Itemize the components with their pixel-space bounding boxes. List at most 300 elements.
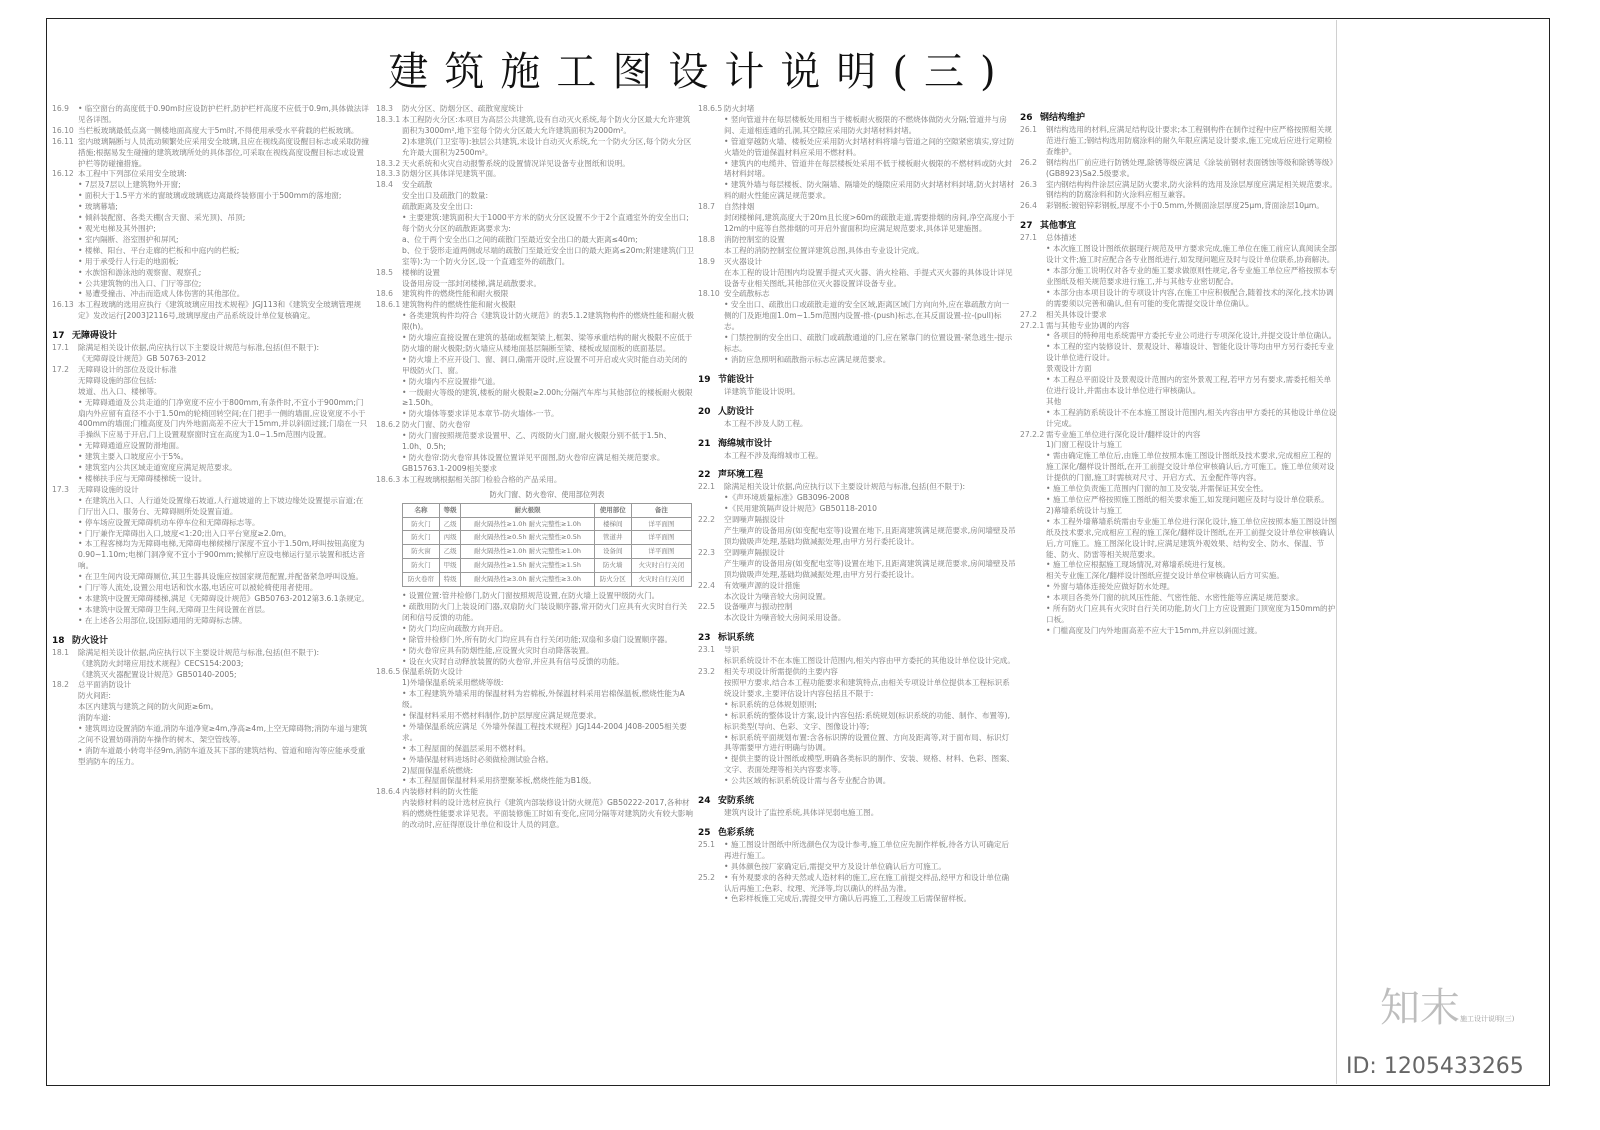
spec-clause	[52, 583, 370, 594]
spec-clause	[1020, 266, 1338, 288]
clause-text: • 所有防火门应具有火灾时自行关闭功能,防火门上方应设置距门顶宽度为150mm的护口板。	[1046, 604, 1336, 624]
clause-text: 2)本建筑(门卫室等):独层公共建筑,未设计自动灭火系统,允一个防火分区,每个防火分区允许最大面积为2500m²。	[402, 136, 692, 157]
spec-clause	[698, 526, 1016, 548]
clause-number	[376, 333, 402, 355]
spec-clause	[376, 268, 694, 279]
clause-text: • 施工单位应根据施工现场情况,对幕墙系统进行复核。	[1046, 560, 1230, 570]
table-header-row	[403, 503, 692, 517]
clause-number: 18.1	[52, 647, 69, 657]
clause-number	[52, 746, 78, 768]
table-cell: 防火门	[403, 517, 440, 531]
clause-text: 《建筑防火封堵应用技术规程》CECS154:2003;	[78, 658, 244, 668]
clause-text: 2)屋面保温系统燃烧:	[402, 765, 474, 775]
clause-text: • 门厅等人流处,设置公用电话和饮水器,电话应可以被轮椅使用者使用。	[78, 583, 318, 593]
clause-text: 节能设计	[718, 374, 755, 385]
spec-clause	[698, 559, 1016, 581]
clause-text: 建筑物构件的燃烧性能和耐火极限	[402, 300, 516, 310]
spec-clause	[1020, 408, 1338, 430]
table-cell: 防火窗	[403, 545, 440, 559]
clause-number: 22.1	[698, 482, 715, 492]
clause-number	[698, 678, 724, 700]
clause-number	[698, 333, 724, 355]
section-heading	[698, 632, 1016, 644]
spec-clause	[698, 419, 1016, 430]
clause-number	[698, 268, 724, 290]
clause-number	[376, 311, 402, 333]
spec-clause	[698, 333, 1016, 355]
spec-clause	[52, 724, 370, 746]
clause-number	[52, 616, 78, 627]
clause-number: 16.10	[52, 125, 74, 135]
clause-number	[376, 776, 402, 787]
clause-text: 设备用房设一部封闭楼梯,满足疏散要求。	[402, 278, 542, 288]
text-column-1	[52, 104, 370, 768]
clause-text: 标识系统	[718, 633, 755, 644]
spec-clause	[698, 355, 1016, 366]
spec-clause	[52, 354, 370, 365]
clause-text: • 本工程建筑外墙采用的保温材料为岩棉板,外保温材料采用岩棉保温板,燃烧性能为A级。	[402, 689, 685, 710]
clause-number	[376, 431, 402, 453]
clause-number	[52, 691, 78, 702]
clause-number	[52, 387, 78, 398]
clause-number: 22	[698, 470, 711, 481]
clause-text: • 一级耐火等级的建筑,楼板的耐火极限≥2.00h;分隔汽车库与其他部位的楼板耐火极限≥1.50h。	[402, 387, 693, 408]
spec-clause	[698, 776, 1016, 787]
clause-number	[376, 213, 402, 224]
spec-clause	[376, 279, 694, 290]
clause-number	[376, 646, 402, 657]
spec-clause	[698, 504, 1016, 515]
clause-number	[698, 711, 724, 733]
clause-number: 22.5	[698, 602, 715, 612]
spec-clause	[1020, 233, 1338, 244]
section-heading	[698, 827, 1016, 839]
clause-number	[52, 191, 78, 202]
clause-number	[52, 441, 78, 452]
clause-text: 其他	[1046, 396, 1062, 406]
text-column-2	[376, 104, 694, 831]
clause-text: • 本工程的室内装修设计、景观设计、幕墙设计、智能化设计等均由甲方另行委托专业设计单位进行设计。	[1046, 342, 1334, 363]
spec-clause	[376, 169, 694, 180]
spec-clause	[52, 224, 370, 235]
clause-number: 26.1	[1020, 125, 1037, 134]
clause-number	[52, 376, 78, 387]
spec-clause	[698, 104, 1016, 115]
clause-text: 钢结构出厂前应进行防锈处理,除锈等级应满足《涂装前钢材表面锈蚀等级和除锈等级》(GB8923)Sa2.5级要求。	[1046, 157, 1337, 178]
clause-number	[52, 583, 78, 594]
clause-text: • 色彩样板施工完成后,需提交甲方确认后再施工,工程竣工后需保留样板。	[724, 894, 972, 904]
clause-number: 20	[698, 406, 711, 417]
spec-clause	[376, 667, 694, 678]
clause-number	[1020, 484, 1046, 495]
clause-text: • 观光电梯及其外围护;	[78, 223, 156, 233]
clause-number: 27.2	[1020, 309, 1037, 319]
spec-clause	[698, 235, 1016, 246]
spec-clause	[52, 300, 370, 322]
clause-number: 24	[698, 796, 711, 807]
spec-clause	[52, 691, 370, 702]
clause-number	[1020, 397, 1046, 408]
clause-text: 相关具体设计要求	[1046, 309, 1107, 319]
clause-number	[376, 137, 402, 159]
spec-clause	[52, 180, 370, 191]
clause-text: 本工程玻璃的选用应执行《建筑玻璃应用技术规程》JGJ113和《建筑安全玻璃管理规定》发改运行[2003]2116号,玻璃厚度由产品系统设计单位复核确定。	[78, 300, 362, 321]
spec-clause	[698, 451, 1016, 462]
clause-number	[52, 354, 78, 365]
clause-text: • 玻璃幕墙;	[78, 202, 118, 212]
clause-text: • 防火墙应直接设置在建筑的基础或框架梁上,框架、梁等承重结构的耐火极限不应低于防火墙的耐火极限;防火墙应从楼地面基层隔断至梁、楼板或屋面板的底面基层。	[402, 333, 693, 353]
clause-number	[698, 754, 724, 776]
spec-clause	[376, 300, 694, 311]
table-row	[403, 517, 692, 531]
clause-number	[52, 496, 78, 518]
clause-text: • 倾斜装配窗、各类天棚(含天窗、采光顶)、吊顶;	[78, 213, 246, 223]
clause-text: • 提供主要的设计图纸或模型,明确各类标识的制作、安装、规格、材料、色彩、图案、文字、表面处理等相关内容要求等。	[724, 754, 1015, 775]
spec-clause	[698, 862, 1016, 873]
clause-number	[1020, 604, 1046, 626]
clause-text: 产生噪声的设备用房(如变配电室等)设置在地下,且距离建筑满足规范要求,房间墙壁及吊顶均做吸声处理,基础均做减振处理,由甲方另行委托设计。	[724, 526, 1016, 546]
clause-text: • 水族馆和游泳池的观察窗、观察孔;	[78, 267, 202, 277]
clause-number	[52, 474, 78, 485]
clause-number	[376, 191, 402, 202]
clause-number	[376, 711, 402, 722]
clause-number	[376, 635, 402, 646]
clause-number	[698, 213, 724, 235]
spec-clause	[1020, 342, 1338, 364]
clause-number	[376, 202, 402, 213]
spec-clause	[1020, 593, 1338, 604]
clause-number: 22.4	[698, 580, 715, 590]
spec-clause	[376, 591, 694, 602]
clause-text: • 各项目的特种用电系统需甲方委托专业公司进行专项深化设计,并提交设计单位确认。	[1046, 331, 1337, 341]
clause-number	[698, 808, 724, 819]
clause-text: 消防车道:	[78, 713, 111, 723]
section-heading	[698, 795, 1016, 807]
spec-clause	[698, 213, 1016, 235]
clause-number	[52, 670, 78, 681]
clause-text: 需与其他专业协调的内容	[1046, 320, 1130, 330]
clause-text: 其他事宜	[1040, 221, 1077, 232]
clause-text: • 本部分由本项目设计的专项设计内容,在施工中应积极配合,随着技术的深化,技术协调的需要须以完善和确认,但有可能的变化需提交设计单位确认。	[1046, 287, 1334, 308]
clause-number	[698, 733, 724, 755]
clause-number	[1020, 331, 1046, 342]
spec-clause	[52, 680, 370, 691]
clause-number: 18.3.3	[376, 169, 401, 179]
clause-number	[1020, 506, 1046, 517]
spec-clause	[1020, 158, 1338, 180]
clause-text: • 设置位置:管井检修门,防火门窗按照规范设置,在防火墙上设置甲级防火门。	[402, 591, 660, 601]
clause-text: 防火分区、防烟分区、疏散宽度统计	[402, 104, 524, 113]
clause-text: •《民用建筑隔声设计规范》GB50118-2010	[724, 504, 877, 514]
clause-text: 2)幕墙系统设计与施工	[1046, 505, 1123, 515]
clause-text: • 施工单位应严格按照施工图纸的相关要求施工,如发现问题应及时与设计单位联系。	[1046, 495, 1329, 504]
clause-number: 17.2	[52, 364, 69, 374]
clause-number: 23.2	[698, 667, 715, 677]
clause-text: 消防控制室的设置	[724, 234, 785, 244]
clause-number	[698, 526, 724, 548]
section-heading	[698, 469, 1016, 481]
clause-text: • 楼梯、阳台、平台走廊的栏板和中庭内的栏板;	[78, 245, 240, 255]
clause-number: 26	[1020, 113, 1033, 123]
spec-clause	[698, 180, 1016, 202]
clause-text: 钢结构维护	[1040, 113, 1086, 123]
clause-text: 灭火器设计	[724, 256, 762, 266]
spec-clause	[1020, 506, 1338, 517]
clause-text: 每个防火分区的疏散距离要求为:	[402, 223, 511, 233]
clause-number	[698, 451, 724, 462]
spec-clause	[376, 224, 694, 235]
clause-number	[698, 592, 724, 603]
spec-clause	[1020, 560, 1338, 571]
spec-clause	[1020, 244, 1338, 266]
clause-text: • 竖向管道井在每层楼板处用相当于楼板耐火极限的不燃烧体做防火分隔;管道井与房间、走道相连通的孔洞,其空隙应采用防火封堵材料封堵。	[724, 114, 1007, 135]
clause-text: 1)门窗工程设计与施工	[1046, 440, 1123, 450]
spec-clause	[1020, 288, 1338, 310]
spec-clause	[698, 678, 1016, 700]
clause-text: 楼梯的设置	[402, 267, 440, 277]
spec-clause	[52, 670, 370, 681]
clause-number	[1020, 451, 1046, 484]
clause-text: 防烟分区具体详见建筑平面。	[402, 169, 501, 179]
spec-clause	[698, 548, 1016, 559]
clause-text: 内装修材料的防火性能	[402, 787, 478, 797]
clause-text: 本次设计为噪音较大房间设置。	[724, 591, 831, 601]
clause-text: 安全疏散	[402, 180, 433, 190]
spec-clause	[52, 702, 370, 713]
spec-clause	[52, 387, 370, 398]
table-row	[403, 559, 692, 573]
spec-clause	[376, 798, 694, 831]
clause-text: • 面积大于1.5平方米的窗玻璃或玻璃底边离最终装修面小于500mm的落地窗;	[78, 191, 342, 201]
spec-clause	[698, 387, 1016, 398]
clause-number	[52, 702, 78, 713]
clause-text: • 临空窗台的高度低于0.90m时应设防护栏杆,防护栏杆高度不应低于0.9m,具体做法详见各详图。	[78, 104, 369, 124]
spec-clause	[52, 496, 370, 518]
clause-number	[52, 180, 78, 191]
spec-clause	[1020, 484, 1338, 495]
spec-clause	[52, 485, 370, 496]
clause-text: 当栏板玻璃最低点离一侧楼地面高度大于5m时,不得使用承受水平荷载的栏板玻璃。	[78, 125, 359, 135]
clause-text: 内装修材料的设计选材应执行《建筑内部装修设计防火规范》GB50222-2017,各种材料的燃烧性能要求详见表。平面装修施工时如有变化,应同分隔等对建筑防火有较大影响的改动时,应征得原设计单位和设计人员的同意。	[402, 798, 693, 830]
clause-number	[376, 377, 402, 388]
clause-text: • 标识系统的总体规划原则;	[724, 699, 817, 709]
clause-text: • 在上述各公用部位,设国际通用的无障碍标志牌。	[78, 615, 247, 625]
clause-text: 无障碍设施的部位包括:	[78, 375, 157, 385]
clause-text: 除满足相关设计依据,尚应执行以下主要设计规范与标准,包括(但不限于):	[724, 482, 966, 492]
table-row	[403, 531, 692, 545]
clause-text: 防火设计	[72, 635, 109, 646]
clause-number	[52, 235, 78, 246]
table-cell: 楼梯间	[594, 517, 631, 531]
spec-clause	[52, 529, 370, 540]
table-cell: 特级	[439, 573, 460, 587]
clause-text: • 无障碍通道及公共走道的门净宽度不应小于800mm,有条件时,不宜小于900mm;门扇内外应留有直径不小于1.50m的轮椅回转空间;在门把手一侧的墙面,应设宽度不小于400mm的墙面;门槛高度及门内外地面高差不应大于15mm,并以斜面过渡;门扇在一只手操纵下应易于开启,门上设置观察窗时宜在高度为1.0~1.5m范围内设置。	[78, 397, 368, 440]
spec-clause	[1020, 310, 1338, 321]
clause-number	[698, 493, 724, 504]
clause-number: 18.6.5	[698, 104, 723, 113]
clause-number: 22.3	[698, 547, 715, 557]
clause-text: • 疏散用防火门上装设闭门器,双扇防火门装设顺序器,常开防火门应具有火灾时自行关闭和信号反馈的功能。	[402, 601, 688, 622]
spec-clause	[376, 420, 694, 431]
clause-text: • 本工程总平面设计及景观设计范围内的室外景观工程,若甲方另有要求,需委托相关单位进行设计,并需由本设计单位进行审核确认。	[1046, 375, 1332, 395]
clause-number: 16.12	[52, 169, 74, 179]
spec-clause	[376, 453, 694, 464]
clause-number	[376, 246, 402, 268]
clause-number	[52, 246, 78, 257]
spec-clause	[698, 602, 1016, 613]
clause-text: 疏散距离及安全出口:	[402, 202, 473, 212]
clause-text: • 外墙保温系统应满足《外墙外保温工程技术规程》JGJ144-2004 J408-2005相关要求。	[402, 721, 687, 742]
clause-text: • 防火墙体等要求详见本章节-防火墙体-一节。	[402, 409, 559, 419]
spec-clause	[52, 463, 370, 474]
spec-clause	[52, 594, 370, 605]
clause-text: • 门禁控制的安全出口、疏散门或疏散通道的门,应在紧靠门的位置设置-紧急逃生-提示标志。	[724, 333, 1013, 353]
clause-text: 安全疏散标志	[724, 289, 770, 299]
clause-number	[376, 591, 402, 602]
clause-text: • 防火门窗按照规范要求设置甲、乙、丙级防火门窗,耐火极限分别不低于1.5h、1.0h、0.5h;	[402, 431, 672, 452]
clause-text: • 本部分施工说明仅对各专业的施工要求做原则性规定,各专业施工单位应严格按照本专业图纸及相关规范要求进行施工,并与其他专业密切配合。	[1046, 265, 1337, 286]
table-row	[403, 573, 692, 587]
clause-number	[52, 659, 78, 670]
table-cell: 甲级	[439, 559, 460, 573]
spec-clause	[52, 169, 370, 180]
clause-text: • 本工程外墙幕墙系统需由专业施工单位进行深化设计,施工单位应按照本施工图设计图纸及技术要求,完成相应工程的施工深化/翻样设计图纸,在开工前提交设计单位审核确认后,方可施工。施工图深化设计时,应满足建筑外观效果、结构安全、防水、保温、节能、防火、防雷等相关规范要求。	[1046, 516, 1337, 559]
spec-clause	[698, 137, 1016, 159]
table-cell: 防火分区	[594, 573, 631, 587]
clause-text: • 易遭受撞击、冲击而造成人体伤害的其他部位。	[78, 289, 245, 299]
clause-text: • 有外观要求的各种天然或人造材料的施工,应在施工前提交样品,经甲方和设计单位确认后再施工;色彩、纹理、光泽等,均以确认的样品为准。	[724, 872, 1010, 893]
clause-number	[1020, 626, 1046, 637]
clause-text: • 外窗与墙体连接处应做好防水处理。	[1046, 582, 1175, 592]
clause-number	[1020, 495, 1046, 506]
clause-number	[52, 572, 78, 583]
clause-number	[376, 409, 402, 420]
spec-clause	[698, 115, 1016, 137]
spec-clause	[376, 787, 694, 798]
clause-text: 防火封堵	[724, 104, 755, 113]
spec-clause	[52, 365, 370, 376]
clause-number	[1020, 560, 1046, 571]
clause-text: 总体描述	[1046, 233, 1077, 243]
clause-text: 设备噪声与振动控制	[724, 602, 793, 612]
clause-text: 安全出口及疏散门的数量:	[402, 191, 489, 201]
clause-number	[1020, 571, 1046, 582]
clause-text: 详建筑节能设计说明。	[724, 386, 800, 396]
spec-clause	[1020, 440, 1338, 451]
clause-text: • 在卫生间内设无障碍厕位,其卫生器具设施应按国家规范配置,并配备紧急呼叫设施。	[78, 572, 364, 582]
clause-number	[698, 894, 724, 905]
spec-clause	[698, 257, 1016, 268]
clause-number: 23	[698, 633, 711, 644]
spec-clause	[1020, 451, 1338, 484]
spec-clause	[52, 376, 370, 387]
clause-text: • 标识系统的整体设计方案,设计内容包括:系统规划(标识系统的功能、制作、布置等),标识类型(导向、色彩、文字、图像设计)等;	[724, 710, 1010, 731]
clause-text: 本工程中下列部位采用安全玻璃:	[78, 169, 187, 179]
clause-number	[698, 300, 724, 333]
watermark-id: ID: 1205433265	[1346, 1054, 1524, 1079]
clause-text: • 公共建筑物的出入口、门厅等部位;	[78, 278, 202, 288]
spec-clause	[52, 137, 370, 170]
clause-number	[376, 279, 402, 290]
clause-text: 保温系统防火设计	[402, 667, 463, 677]
spec-clause	[52, 605, 370, 616]
clause-text: 防火门窗、防火卷帘	[402, 420, 471, 430]
clause-number	[52, 713, 78, 724]
table-cell: 耐火隔热性≥1.0h 耐火完整性≥1.0h	[461, 517, 594, 531]
clause-number: 18.6.4	[376, 787, 401, 797]
clause-text: • 用于承受行人行走的地面板;	[78, 256, 179, 266]
spec-clause	[376, 333, 694, 355]
clause-text: 建筑内设计了监控系统,具体详见弱电施工图。	[724, 808, 879, 818]
section-heading	[698, 438, 1016, 450]
clause-number: 26.3	[1020, 179, 1037, 189]
clause-text: • 消防车道最小转弯半径9m,消防车道及其下部的建筑结构、管道和暗沟等应能承受重型消防车的压力。	[78, 745, 366, 766]
clause-number	[1020, 364, 1046, 375]
clause-number	[1020, 517, 1046, 561]
spec-clause	[1020, 604, 1338, 626]
spec-clause	[52, 202, 370, 213]
table-cell: 设备间	[594, 545, 631, 559]
clause-number: 18.6	[376, 289, 393, 299]
clause-number: 19	[698, 374, 711, 385]
clause-number: 25	[698, 827, 711, 838]
clause-text: • 各类建筑构件均符合《建筑设计防火规范》的表5.1.2建筑物构件的燃烧性能和耐火极限(h)。	[402, 311, 694, 332]
clause-text: • 防火墙上不应开设门、窗、洞口,确需开设时,应设置不可开启或火灾时能自动关闭的甲级防火门、窗。	[402, 354, 688, 375]
table-cell: 乙级	[439, 545, 460, 559]
clause-text: • 保温材料采用不燃材料制作,防护层厚度应满足规范要求。	[402, 711, 602, 721]
clause-text: • 门槛高度及门内外地面高差不应大于15mm,并应以斜面过渡。	[1046, 625, 1263, 635]
clause-text: 有效噪声源的设计措施	[724, 580, 800, 590]
table-cell: 防火卷帘	[403, 573, 440, 587]
table-cell: 耐火隔热性≥1.0h 耐火完整性≥1.0h	[461, 545, 594, 559]
clause-number: 25.1	[698, 839, 715, 849]
table-header-cell: 名称	[403, 503, 440, 517]
clause-number: 18.6.1	[376, 300, 401, 310]
clause-text: 人防设计	[718, 406, 755, 417]
clause-number	[1020, 375, 1046, 397]
clause-text: • 建筑周边设置消防车道,消防车道净宽≥4m,净高≥4m,上空无障碍物;消防车道与建筑之间不设置妨碍消防车操作的树木、架空管线等。	[78, 724, 368, 744]
clause-text: • 门厅兼作无障碍出入口,坡度<1:20;出入口平台宽度≥2.0m。	[78, 528, 291, 538]
spec-clause	[698, 268, 1016, 290]
spec-clause	[376, 755, 694, 766]
clause-text: • 施工图设计图纸中所选颜色仅为设计参考,施工单位应先制作样板,待各方认可确定后再进行施工。	[724, 839, 1010, 860]
spec-clause	[376, 475, 694, 486]
clause-text: • 本工程屋面的保温层采用不燃材料。	[402, 743, 531, 753]
clause-text: • 设在火灾时自动释放装置的防火卷帘,并应具有信号反馈的功能。	[402, 656, 624, 666]
clause-text: • 施工单位负责施工范围内门窗的加工及安装,并需保证其安全性。	[1046, 484, 1268, 494]
spec-clause	[698, 246, 1016, 257]
spec-clause	[376, 657, 694, 668]
spec-clause	[52, 441, 370, 452]
clause-number: 18.6.3	[376, 474, 401, 484]
spec-clause	[376, 159, 694, 170]
spec-clause	[376, 104, 694, 115]
spec-clause	[376, 689, 694, 711]
spec-clause	[376, 289, 694, 300]
clause-text: • 本建筑中设置无障碍楼梯,满足《无障碍设计规范》GB50763-2012第3.6.1条规定。	[78, 593, 369, 603]
clause-text: • 本工程屋面保温材料采用挤塑聚苯板,燃烧性能为B1级。	[402, 776, 597, 786]
clause-text: • 防火卷帘应具有防烟性能,应设置火灾时自动降落装置。	[402, 645, 594, 655]
clause-text: • 在建筑出入口、人行道处设置缘石坡道,人行道坡道的上下坡边缘处设置提示盲道;在门厅出入口、服务台、无障碍厕所处设置盲道。	[78, 495, 364, 516]
clause-text: 色彩系统	[718, 827, 755, 838]
spec-clause	[52, 343, 370, 354]
table-caption: 防火门窗、防火卷帘、使用部位列表	[489, 489, 605, 499]
clause-text: 本次设计为噪音较大房间采用设备。	[724, 613, 846, 623]
clause-text: 室内钢结构构件涂层应满足防火要求,防火涂料的选用及涂层厚度应满足相关规范要求。钢结构的防腐涂料和防火涂料应相互兼容。	[1046, 179, 1337, 200]
spec-clause	[698, 840, 1016, 862]
clause-text: 需专业施工单位进行深化设计/翻样设计的内容	[1046, 429, 1201, 439]
spec-clause	[1020, 180, 1338, 202]
